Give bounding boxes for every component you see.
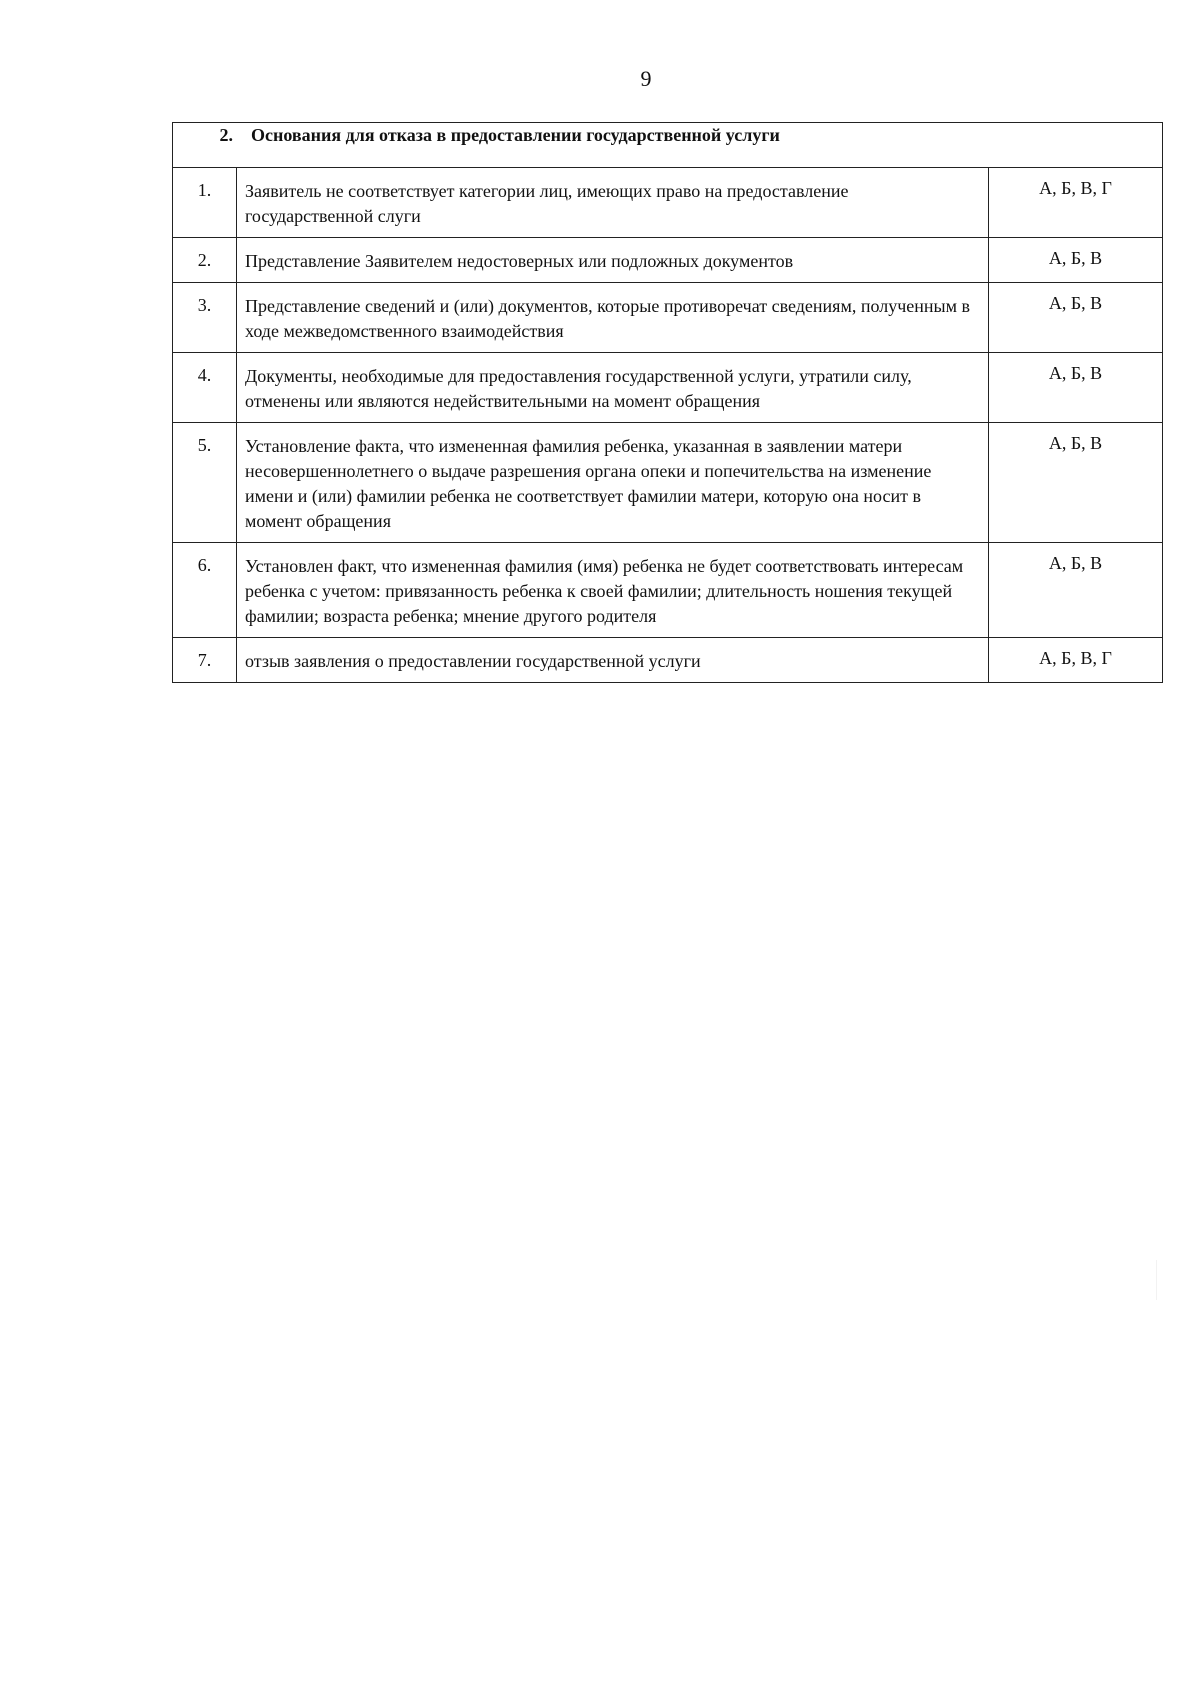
table-row — [173, 168, 1163, 238]
section-title: Основания для отказа в предоставлении государственной услуги — [251, 125, 780, 145]
table-row — [173, 638, 1163, 683]
row-ground-text: Представление сведений и (или) документов, которые противоречат сведениям, полученным в ходе межведомственного взаимодействия — [237, 283, 989, 353]
row-ground-text: Документы, необходимые для предоставления государственной услуги, утратили силу, отменены или являются недействительными на момент обращения — [237, 353, 989, 423]
page-number: 9 — [640, 66, 652, 91]
row-number: 3. — [173, 283, 237, 353]
row-ground-text: Установление факта, что измененная фамилия ребенка, указанная в заявлении матери несовершеннолетнего о выдаче разрешения органа опеки и попечительства на изменение имени и (или) фамилии ребенка не соответствует фамилии матери, которую она носит в момент обращения — [237, 423, 989, 543]
section-header-row — [173, 123, 1163, 168]
row-applicant-codes: А, Б, В — [989, 238, 1163, 283]
table-row — [173, 423, 1163, 543]
row-number: 2. — [173, 238, 237, 283]
table-row — [173, 283, 1163, 353]
row-applicant-codes: А, Б, В — [989, 283, 1163, 353]
row-number: 1. — [173, 168, 237, 238]
row-applicant-codes: А, Б, В, Г — [989, 638, 1163, 683]
row-applicant-codes: А, Б, В, Г — [989, 168, 1163, 238]
row-applicant-codes: А, Б, В — [989, 543, 1163, 638]
row-number: 5. — [173, 423, 237, 543]
row-number: 7. — [173, 638, 237, 683]
table-row — [173, 238, 1163, 283]
row-ground-text: Представление Заявителем недостоверных или подложных документов — [237, 238, 989, 283]
row-ground-text: Установлен факт, что измененная фамилия (имя) ребенка не будет соответствовать интересам ребенка с учетом: привязанность ребенка к своей фамилии; длительность ношения текущей фамилии; возраста ребенка; мнение другого родителя — [237, 543, 989, 638]
section-header-cell — [173, 123, 1163, 168]
row-ground-text: Заявитель не соответствует категории лиц, имеющих право на предоставление государственной слуги — [237, 168, 989, 238]
table-body — [173, 123, 1163, 683]
row-applicant-codes: А, Б, В — [989, 353, 1163, 423]
section-number: 2. — [219, 125, 233, 145]
row-applicant-codes: А, Б, В — [989, 423, 1163, 543]
table-row — [173, 353, 1163, 423]
refusal-grounds-table — [172, 122, 1163, 683]
row-number: 4. — [173, 353, 237, 423]
scan-artifact — [1156, 1260, 1157, 1300]
table-row — [173, 543, 1163, 638]
row-ground-text: отзыв заявления о предоставлении государственной услуги — [237, 638, 989, 683]
row-number: 6. — [173, 543, 237, 638]
